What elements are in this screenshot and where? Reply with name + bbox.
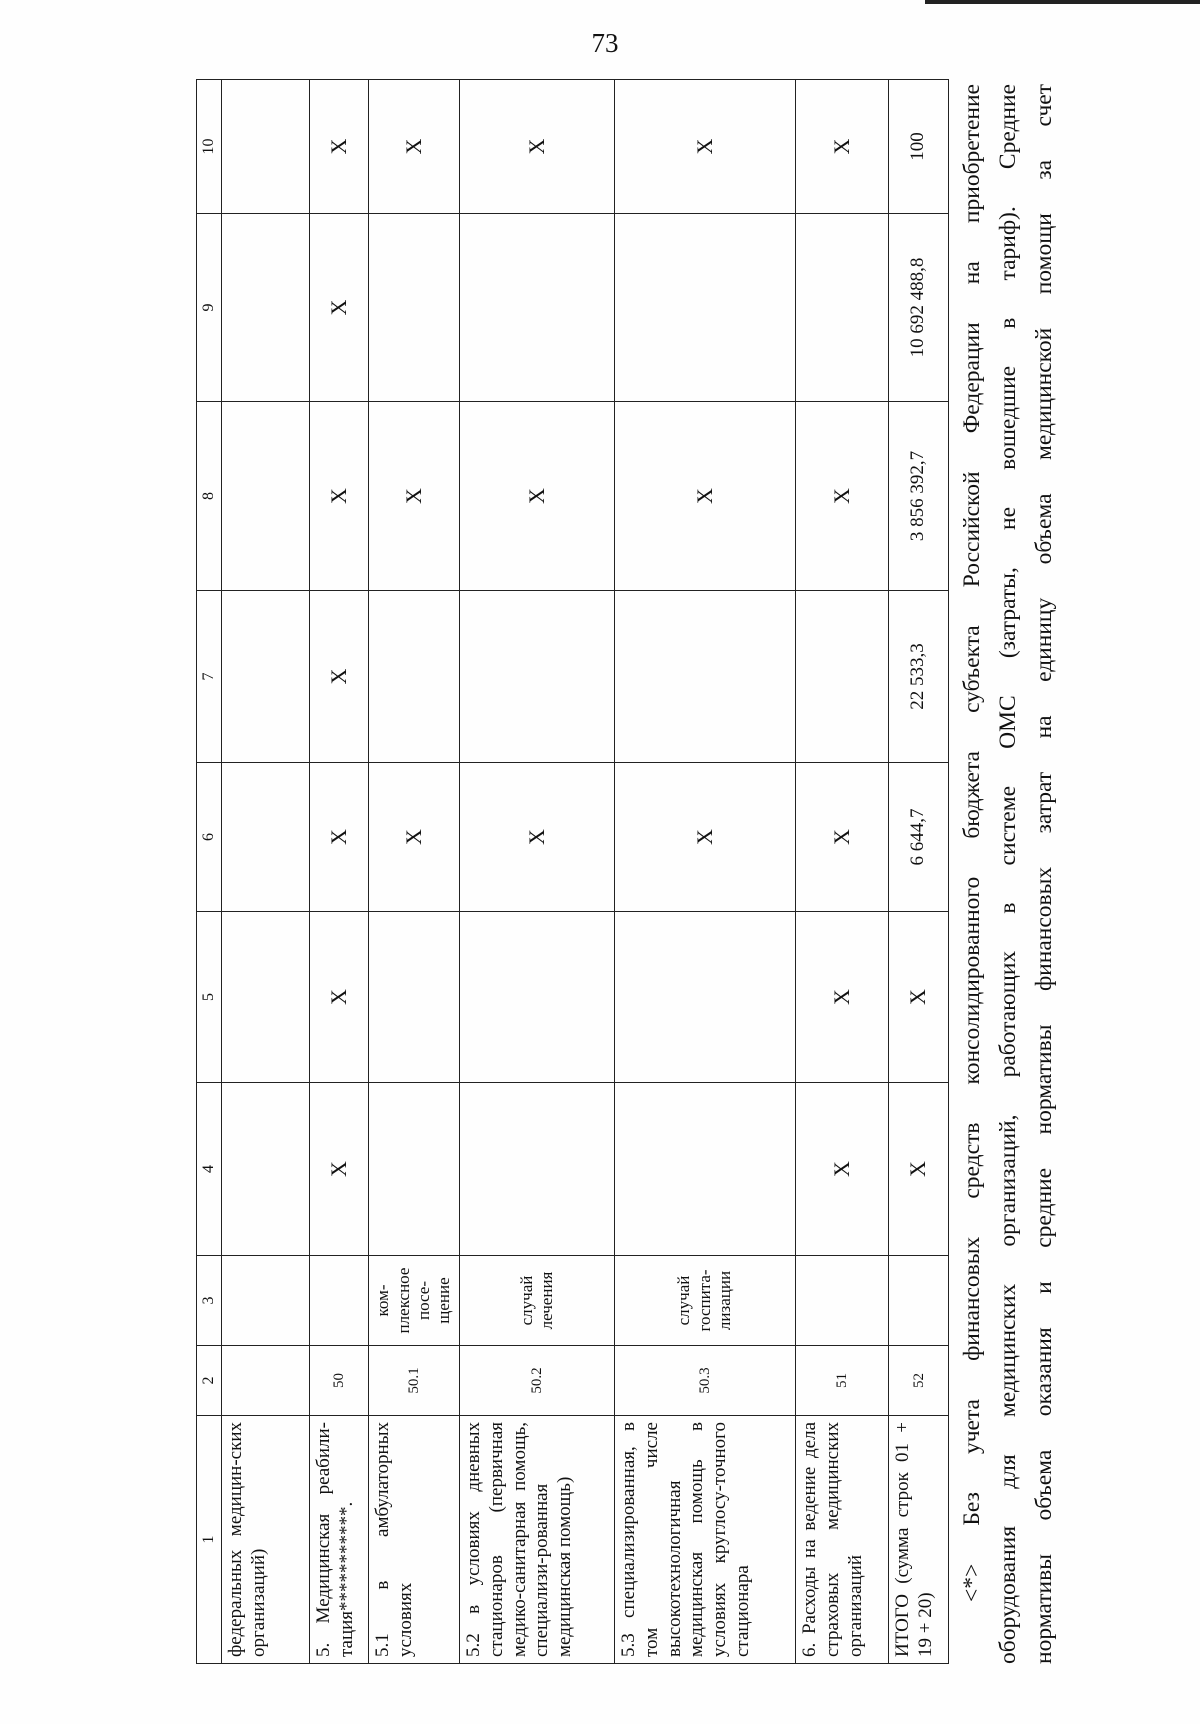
table-cell: Х (796, 1083, 889, 1256)
header-cell: 4 (197, 1083, 222, 1256)
row-code: 50.3 (615, 1346, 796, 1416)
table-cell (460, 1083, 615, 1256)
table-cell (796, 214, 889, 402)
table-cell: Х (889, 1083, 949, 1256)
table-cell (369, 1083, 460, 1256)
table-cell: Х (310, 80, 369, 214)
unit-cell: ком-плексное посе-щение (369, 1256, 460, 1346)
table-cell: 22 533,3 (889, 591, 949, 763)
table-cell: Х (310, 214, 369, 402)
table-cell (796, 591, 889, 763)
table-cell: Х (796, 80, 889, 214)
header-cell: 3 (197, 1256, 222, 1346)
page-number: 73 (591, 28, 619, 58)
footnote-line: нормативы объема оказания и средние нормативы финансовых затрат на единицу объема медицинской помощи за счет (1031, 84, 1057, 1664)
table-cell: 6 644,7 (889, 763, 949, 912)
table-cell: Х (460, 402, 615, 591)
table-cell: Х (796, 912, 889, 1083)
unit-cell (222, 1256, 310, 1346)
table-row (310, 80, 369, 1664)
table-cell (222, 912, 310, 1083)
header-cell: 10 (197, 80, 222, 214)
table-cell (460, 214, 615, 402)
table-row (615, 80, 796, 1664)
row-code: 50.1 (369, 1346, 460, 1416)
header-cell: 1 (197, 1416, 222, 1664)
unit-cell: случай лечения (460, 1256, 615, 1346)
unit-cell (796, 1256, 889, 1346)
unit-cell (310, 1256, 369, 1346)
row-code: 52 (889, 1346, 949, 1416)
table-row (796, 80, 889, 1664)
table-cell: Х (310, 591, 369, 763)
table-row (369, 80, 460, 1664)
unit-cell: случай госпита-лизации (615, 1256, 796, 1346)
table-cell (615, 912, 796, 1083)
table-cell: 10 692 488,8 (889, 214, 949, 402)
table-cell: Х (889, 912, 949, 1083)
table-cell (222, 80, 310, 214)
table-cell (369, 214, 460, 402)
header-cell: 7 (197, 591, 222, 763)
table-cell: Х (310, 763, 369, 912)
table-cell: Х (460, 763, 615, 912)
rotated-page-content (196, 84, 1200, 1664)
table-cell (222, 1083, 310, 1256)
table-header-row (197, 80, 222, 1664)
row-label: 5.3 специализированная, в том числе высокотехнологичная медицинская помощь в условиях круглосу-точного стационара (615, 1416, 796, 1664)
table-cell: Х (369, 402, 460, 591)
table-cell: Х (369, 80, 460, 214)
row-code: 51 (796, 1346, 889, 1416)
header-cell: 8 (197, 402, 222, 591)
header-cell: 9 (197, 214, 222, 402)
row-label: ИТОГО (сумма строк 01 + 19 + 20) (889, 1416, 949, 1664)
table-row (460, 80, 615, 1664)
table-cell (222, 591, 310, 763)
table-cell (222, 214, 310, 402)
table-cell (222, 763, 310, 912)
table-cell (460, 591, 615, 763)
table-cell: Х (310, 912, 369, 1083)
table-cell: 100 (889, 80, 949, 214)
table-cell: 3 856 392,7 (889, 402, 949, 591)
table-cell (369, 912, 460, 1083)
table-cell (615, 1083, 796, 1256)
table-cell (222, 402, 310, 591)
table-cell: Х (460, 80, 615, 214)
table-cell: Х (310, 402, 369, 591)
footnote (954, 84, 1062, 1664)
footnote-line: <*> Без учета финансовых средств консолидированного бюджета субъекта Российской Федерации на приобретение (959, 84, 985, 1602)
row-code: 50 (310, 1346, 369, 1416)
funding-table (196, 79, 949, 1664)
row-label: федеральных медицин-ских организаций) (222, 1416, 310, 1664)
table-cell: Х (615, 763, 796, 912)
table-row-total (889, 80, 949, 1664)
table-cell: Х (796, 763, 889, 912)
row-label: 5.2 в условиях дневных стационаров (первичная медико-санитарная помощь, специализи-рованная медицинская помощь) (460, 1416, 615, 1664)
table-cell: Х (310, 1083, 369, 1256)
table-cell: Х (615, 402, 796, 591)
footnote-line: оборудования для медицинских организаций, работающих в системе ОМС (затраты, не вошедшие в тариф). Средние (995, 84, 1021, 1664)
table-cell (615, 591, 796, 763)
row-code (222, 1346, 310, 1416)
row-code: 50.2 (460, 1346, 615, 1416)
row-label: 5.1 в амбулаторных условиях (369, 1416, 460, 1664)
header-cell: 2 (197, 1346, 222, 1416)
top-rule (925, 0, 1200, 4)
table-cell: Х (369, 763, 460, 912)
table-cell (369, 591, 460, 763)
unit-cell (889, 1256, 949, 1346)
table-cell (615, 214, 796, 402)
header-cell: 6 (197, 763, 222, 912)
table-cell: Х (615, 80, 796, 214)
header-cell: 5 (197, 912, 222, 1083)
table-row (222, 80, 310, 1664)
row-label: 5. Медицинская реабили-тация***********. (310, 1416, 369, 1664)
table-cell (460, 912, 615, 1083)
table-cell: Х (796, 402, 889, 591)
row-label: 6. Расходы на ведение дела страховых медицинских организаций (796, 1416, 889, 1664)
